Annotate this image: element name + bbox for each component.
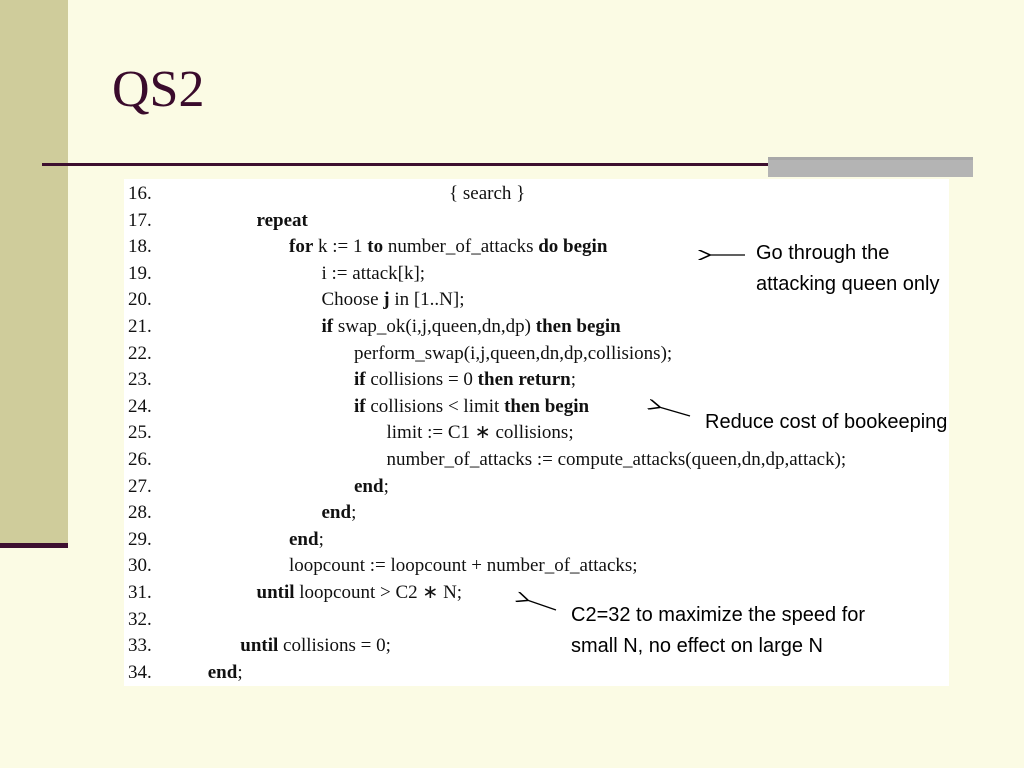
code-token: ;	[570, 369, 577, 391]
code-token: ;	[383, 475, 389, 497]
line-number: 20.	[128, 289, 152, 311]
code-token: ;	[237, 661, 243, 683]
annotation-text: Reduce cost of bookeeping	[705, 411, 948, 433]
code-keyword: end	[207, 661, 238, 683]
code-token: limit := C1 ∗ collisions;	[386, 422, 574, 444]
line-number: 29.	[128, 528, 152, 550]
code-token: collisions < limit	[365, 395, 505, 417]
code-keyword: repeat	[256, 209, 308, 231]
annotation-text: Go through the	[756, 242, 890, 264]
line-number: 19.	[128, 262, 152, 284]
line-number: 28.	[128, 502, 152, 524]
code-token: i := attack[k];	[321, 262, 426, 284]
line-number: 21.	[128, 316, 152, 337]
code-token: ;	[351, 502, 357, 524]
code-token: collisions = 0;	[278, 635, 391, 657]
annotation-text: C2=32 to maximize the speed for	[571, 604, 866, 626]
code-keyword: j	[383, 289, 390, 311]
code-keyword: until	[256, 582, 295, 603]
arrow-to-line-24	[659, 407, 690, 416]
code-keyword: to	[367, 236, 384, 258]
code-keyword: if	[321, 316, 334, 337]
code-token: k := 1	[313, 236, 368, 258]
line-number: 34.	[128, 661, 152, 683]
code-token: number_of_attacks := compute_attacks(queen,dn,dp,attack);	[386, 449, 847, 470]
arrow-to-line-31	[527, 600, 556, 610]
line-number: 30.	[128, 555, 152, 577]
line-number: 23.	[128, 369, 152, 391]
code-token: swap_ok(i,j,queen,dn,dp)	[333, 316, 536, 337]
code-keyword: then begin	[535, 316, 621, 337]
code-keyword: do begin	[538, 236, 608, 258]
code-token: loopcount := loopcount + number_of_attacks;	[289, 555, 638, 577]
line-number: 33.	[128, 635, 152, 657]
annotation-text: attacking queen only	[756, 273, 940, 295]
annotation-text: small N, no effect on large N	[571, 635, 823, 657]
code-token: Choose	[321, 289, 384, 311]
code-keyword: then return	[477, 369, 571, 391]
line-number: 16.	[128, 183, 152, 204]
code-keyword: if	[354, 395, 366, 417]
line-number: 31.	[128, 582, 152, 603]
code-keyword: end	[289, 528, 319, 550]
code-keyword: end	[354, 475, 384, 497]
line-number: 17.	[128, 209, 152, 231]
code-token: in [1..N];	[389, 289, 465, 311]
code-keyword: if	[354, 369, 366, 391]
slide-title: QS2	[112, 61, 205, 118]
code-keyword: for	[289, 236, 314, 258]
code-token: number_of_attacks	[383, 236, 539, 258]
code-token: { search }	[449, 183, 526, 204]
line-number: 24.	[128, 395, 152, 417]
line-number: 32.	[128, 608, 152, 630]
line-number: 18.	[128, 236, 152, 258]
line-number: 22.	[128, 342, 152, 364]
code-keyword: then begin	[504, 395, 590, 417]
code-token: loopcount > C2 ∗ N;	[294, 582, 463, 603]
line-number: 27.	[128, 475, 152, 497]
code-token: perform_swap(i,j,queen,dn,dp,collisions);	[354, 342, 673, 364]
code-keyword: until	[240, 635, 279, 657]
code-token: collisions = 0	[365, 369, 478, 391]
line-number: 26.	[128, 449, 152, 470]
code-keyword: end	[321, 502, 352, 524]
line-number: 25.	[128, 422, 152, 444]
code-token: ;	[318, 528, 324, 550]
